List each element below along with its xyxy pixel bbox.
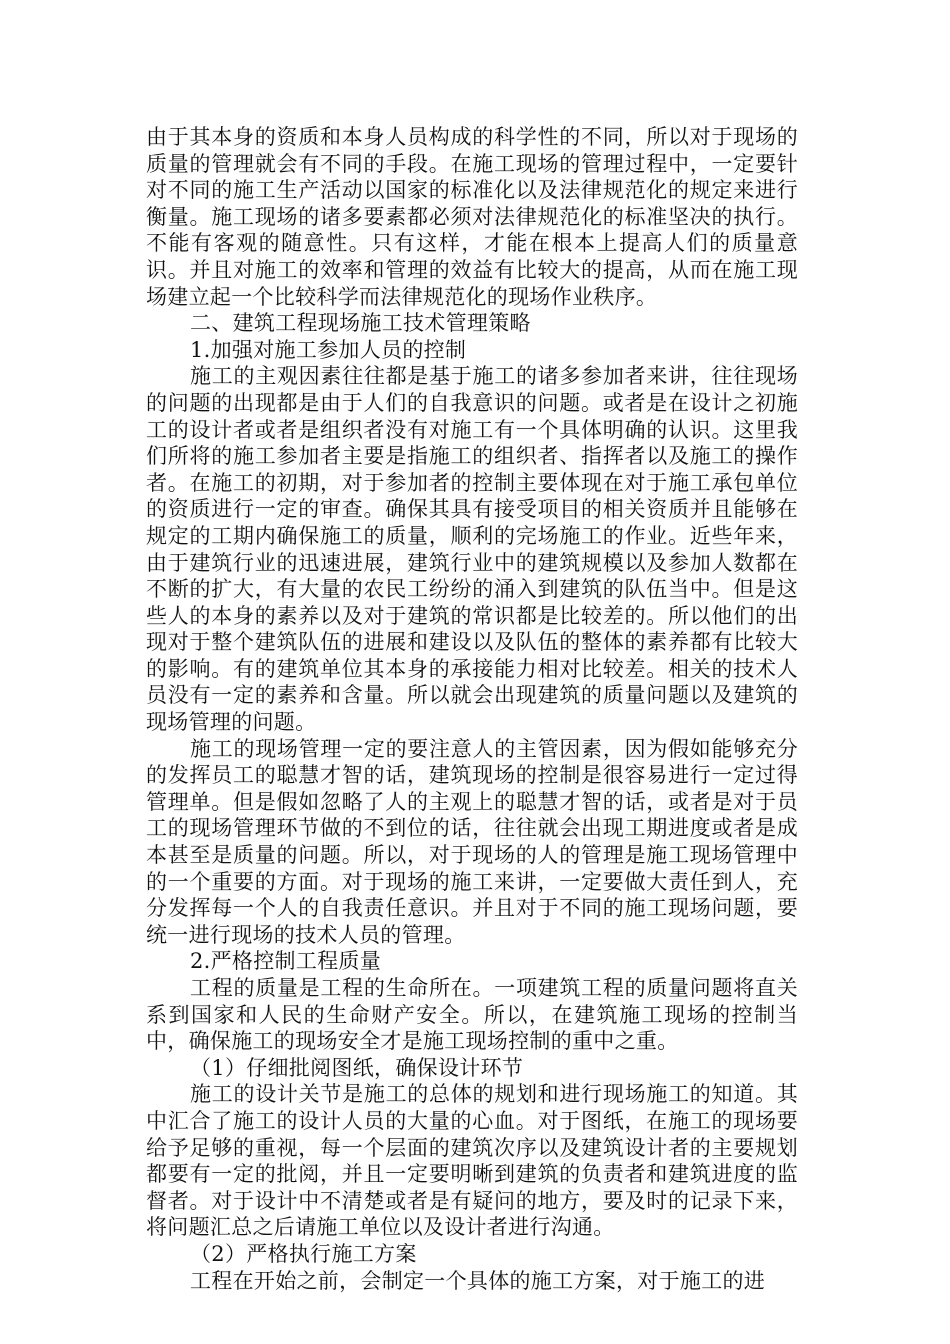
section-heading-strategy: 二、建筑工程现场施工技术管理策略	[190, 311, 531, 336]
paragraph-quality-management: 由于其本身的资质和本身人员构成的科学性的不同，所以对于现场的质量的管理就会有不同的手段。在施工现场的管理过程中，一定要针对不同的施工生产活动以国家的标准化以及法律规范化的规定来进行衡量。施工现场的诸多要素都必须对法律规范化的标准坚决的执行。不能有客观的随意性。只有这样，才能在根本上提高人们的质量意识。并且对施工的效率和管理的效益有比较大的提高，从而在施工现场建立起一个比较科学而法律规范化的现场作业秩序。	[146, 125, 798, 309]
paragraph-personnel-factors: 施工的主观因素往往都是基于施工的诸多参加者来讲，往往现场的问题的出现都是由于人们的自我意识的问题。或者是在设计之初施工的设计者或者是组织者没有对施工有一个具体明确的认识。这里我们所将的施工参加者主要是指施工的组织者、指挥者以及施工的操作者。在施工的初期，对于参加者的控制主要体现在对于施工承包单位的资质进行一定的审查。确保其具有接受项目的相关资质并且能够在规定的工期内确保施工的质量，顺利的完场施工的作业。近些年来，由于建筑行业的迅速进展，建筑行业中的建筑规模以及参加人数都在不断的扩大，有大量的农民工纷纷的涌入到建筑的队伍当中。但是这些人的本身的素养以及对于建筑的常识都是比较差的。所以他们的出现对于整个建筑队伍的进展和建设以及队伍的整体的素养都有比较大的影响。有的建筑单位其本身的承接能力相对比较差。相关的技术人员没有一定的素养和含量。所以就会出现建筑的质量问题以及建筑的现场管理的问题。	[146, 364, 798, 735]
paragraph-construction-plan: 工程在开始之前，会制定一个具体的施工方案，对于施工的进	[190, 1268, 766, 1293]
paragraph-human-management: 施工的现场管理一定的要注意人的主管因素，因为假如能够充分的发挥员工的聪慧才智的话，建筑现场的控制是很容易进行一定过得管理单。但是假如忽略了人的主观上的聪慧才智的话，或者是对于员工的现场管理环节做的不到位的话，往往就会出现工期进度或者是成本甚至是质量的问题。所以，对于现场的人的管理是施工现场管理中的一个重要的方面。对于现场的施工来讲，一定要做大责任到人，充分发挥每一个人的自我责任意识。并且对于不同的施工现场问题，要统一进行现场的技术人员的管理。	[146, 736, 798, 947]
document-body	[146, 124, 798, 1294]
subheading-drawing-review: （1）仔细批阅图纸，确保设计环节	[190, 1055, 524, 1080]
paragraph-design-drawings: 施工的设计关节是施工的总体的规划和进行现场施工的知道。其中汇合了施工的设计人员的大量的心血。对于图纸，在施工的现场要给予足够的重视，每一个层面的建筑次序以及建筑设计者的主要规划都要有一定的批阅，并且一定要明晰到建筑的负责者和建筑进度的监督者。对于设计中不清楚或者是有疑问的地方，要及时的记录下来，将问题汇总之后请施工单位以及设计者进行沟通。	[146, 1082, 798, 1240]
paragraph-quality-importance: 工程的质量是工程的生命所在。一项建筑工程的质量问题将直关系到国家和人民的生命财产安全。所以，在建筑施工现场的控制当中，确保施工的现场安全才是施工现场控制的重中之重。	[146, 976, 798, 1054]
subheading-quality-control: 2.严格控制工程质量	[190, 949, 382, 974]
subheading-personnel-control: 1.加强对施工参加人员的控制	[190, 337, 467, 362]
subheading-construction-plan: （2）严格执行施工方案	[190, 1241, 417, 1266]
